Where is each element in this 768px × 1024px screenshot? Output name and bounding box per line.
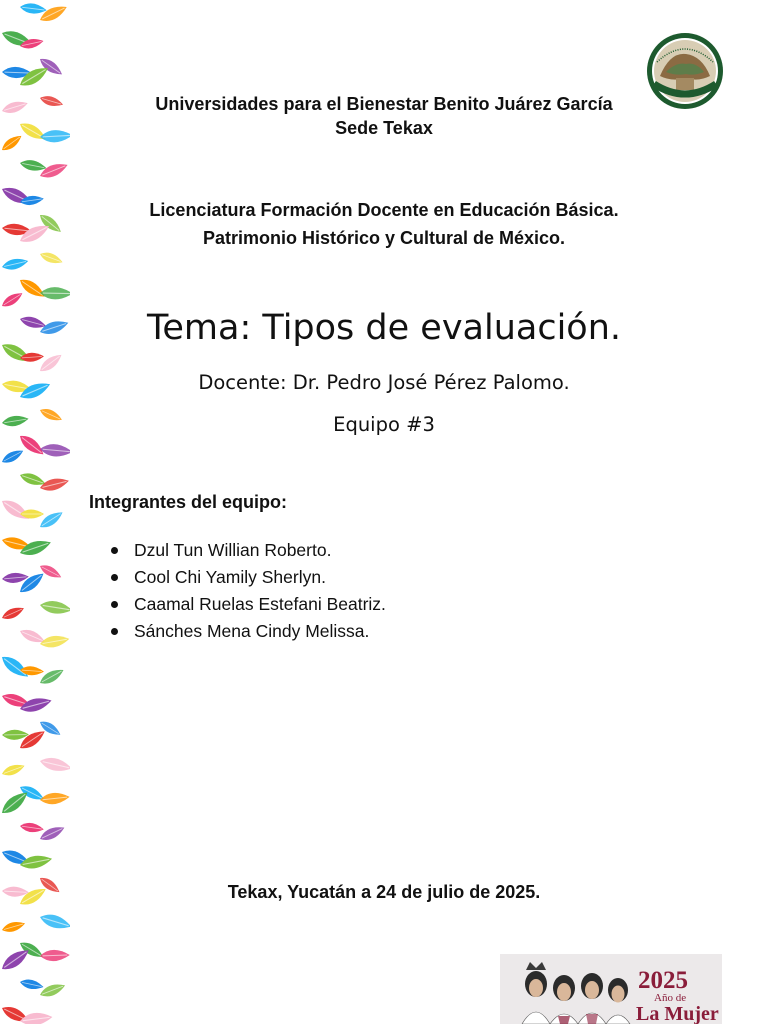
team-number: Equipo #3 [333,413,435,436]
banner-tagline: La Mujer [636,1003,719,1024]
list-item: Dzul Tun Willian Roberto. [108,537,386,564]
banner-year: 2025 [638,967,688,994]
university-name: Universidades para el Bienestar Benito Juárez García [155,94,613,114]
program-name: Licenciatura Formación Docente en Educación Básica. [149,200,619,220]
topic-title: Tema: Tipos de evaluación. [146,308,622,348]
teacher-name: Docente: Dr. Pedro José Pérez Palomo. [198,371,570,394]
list-item: Cool Chi Yamily Sherlyn. [108,564,386,591]
campus-name: Sede Tekax [335,118,433,138]
leaf-border-decoration [0,0,70,1024]
list-item: Caamal Ruelas Estefani Beatriz. [108,591,386,618]
members-heading: Integrantes del equipo: [89,492,288,512]
year-banner [500,954,722,1024]
leaf-pattern-icon [0,0,70,1024]
course-name: Patrimonio Histórico y Cultural de México. [202,228,566,248]
banner-subtitle: Año de [654,992,687,1004]
list-item: Sánches Mena Cindy Melissa. [108,618,386,645]
members-list [108,537,386,645]
place-and-date: Tekax, Yucatán a 24 de julio de 2025. [227,882,541,902]
women-illustration-icon [518,960,638,1024]
